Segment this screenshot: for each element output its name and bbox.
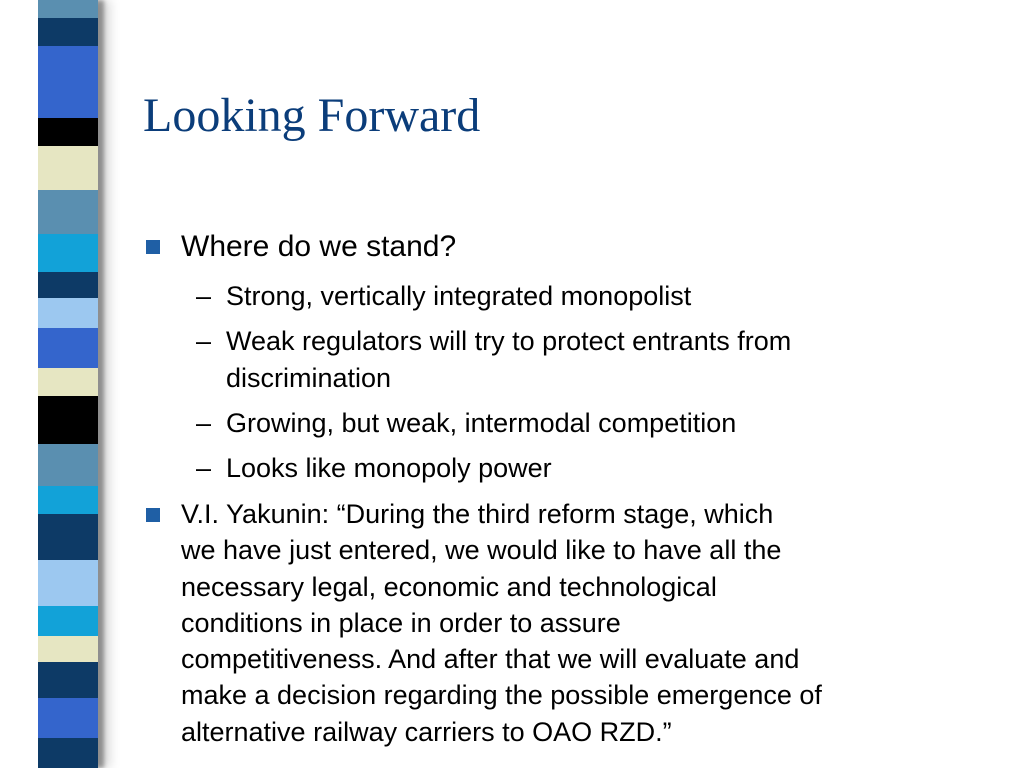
stripe-segment bbox=[38, 76, 98, 118]
bullet-square-icon bbox=[146, 508, 160, 522]
stripe-segment bbox=[38, 18, 98, 46]
subitem-weak-regulators-cont: discrimination bbox=[226, 363, 392, 393]
stripe-segment bbox=[38, 738, 98, 768]
stripe-segment bbox=[38, 514, 98, 560]
subitem-strong-monopolist: Strong, vertically integrated monopolist bbox=[226, 281, 692, 311]
stripe-segment bbox=[38, 298, 98, 328]
dash-icon: – bbox=[196, 281, 212, 311]
stripe-segment bbox=[38, 606, 98, 636]
bullet-square-icon bbox=[146, 240, 160, 254]
decorative-stripe bbox=[38, 0, 98, 768]
subitem-intermodal-competition: Growing, but weak, intermodal competition bbox=[226, 408, 737, 438]
dash-icon: – bbox=[196, 326, 212, 356]
stripe-segment bbox=[38, 190, 98, 234]
quote-line: make a decision regarding the possible emergence of bbox=[181, 680, 822, 711]
dash-icon: – bbox=[196, 453, 212, 483]
quote-line: alternative railway carriers to OAO RZD.” bbox=[181, 716, 672, 747]
quote-line: V.I. Yakunin: “During the third reform stage, which bbox=[181, 499, 774, 529]
stripe-segment bbox=[38, 444, 98, 486]
bullet-where-do-we-stand: Where do we stand? bbox=[181, 230, 457, 263]
stripe-segment bbox=[38, 368, 98, 396]
stripe-segment bbox=[38, 636, 98, 662]
quote-line: competitiveness. And after that we will evaluate and bbox=[181, 644, 800, 675]
dash-icon: – bbox=[196, 408, 212, 438]
stripe-segment bbox=[38, 396, 98, 444]
subitem-weak-regulators: Weak regulators will try to protect entrants from bbox=[226, 326, 792, 356]
stripe-segment bbox=[38, 46, 98, 76]
stripe-segment bbox=[38, 272, 98, 298]
stripe-segment bbox=[38, 662, 98, 698]
stripe-segment bbox=[38, 234, 98, 272]
stripe-segment bbox=[38, 560, 98, 606]
bullet-yakunin-quote bbox=[181, 496, 1001, 750]
stripe-segment bbox=[38, 146, 98, 190]
quote-line: necessary legal, economic and technological bbox=[181, 571, 717, 602]
quote-line: conditions in place in order to assure bbox=[181, 607, 621, 638]
quote-line: we have just entered, we would like to have all the bbox=[181, 535, 782, 566]
stripe-segment bbox=[38, 0, 98, 18]
slide-title: Looking Forward bbox=[143, 89, 481, 142]
stripe-segment bbox=[38, 328, 98, 368]
stripe-segment bbox=[38, 118, 98, 146]
stripe-segment bbox=[38, 698, 98, 738]
subitem-monopoly-power: Looks like monopoly power bbox=[226, 453, 552, 483]
stripe-segment bbox=[38, 486, 98, 514]
